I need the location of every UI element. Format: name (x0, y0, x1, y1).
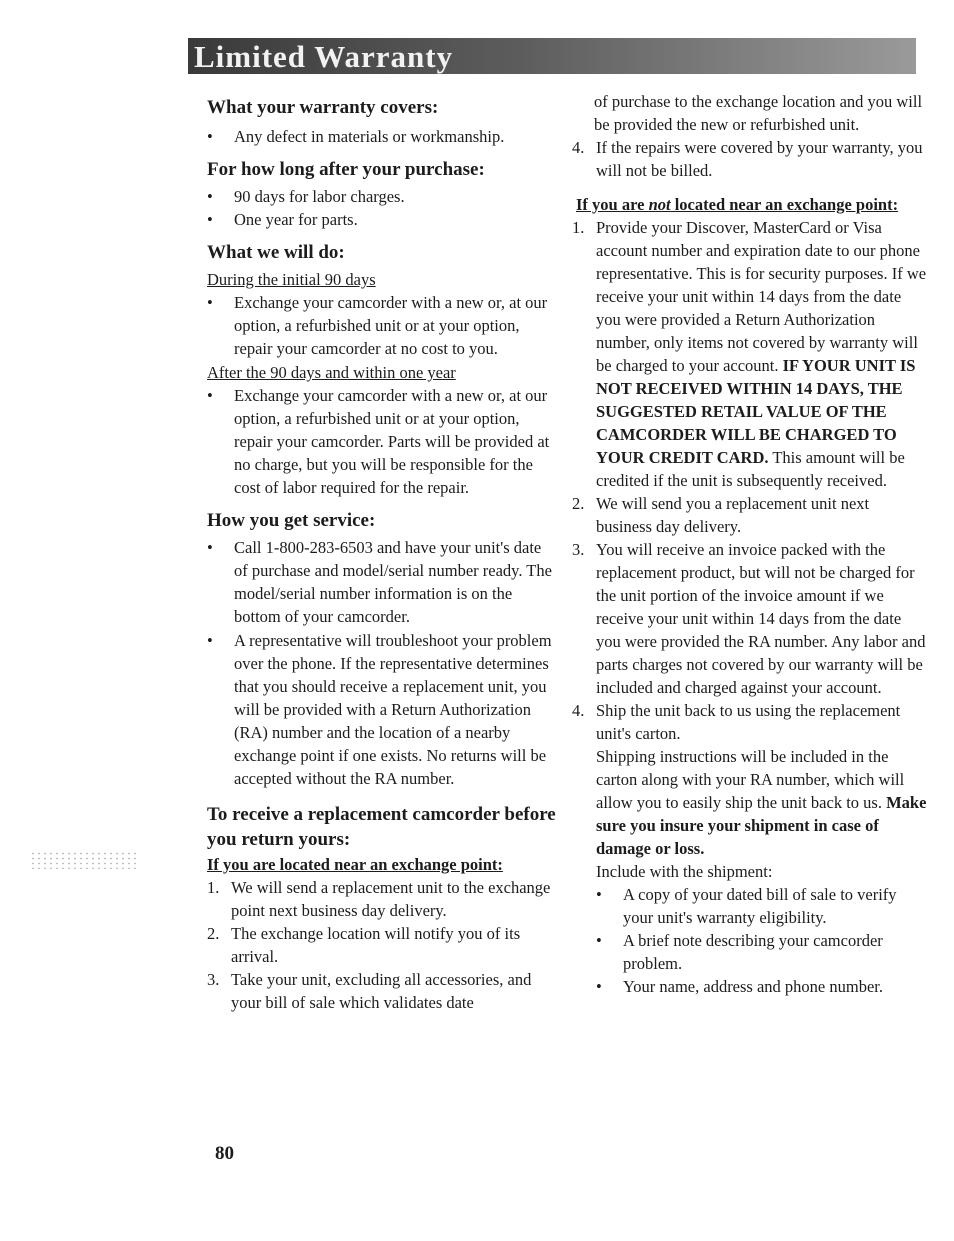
right-column (572, 90, 927, 998)
howlong-heading: For how long after your purchase: (207, 159, 485, 180)
step-text: Provide your Discover, MasterCard or Visa account number and expiration date to our phone representative. This is for security purposes. If we receive your unit within 14 days from the date you were provided a Return Authorization number, only items not covered by warranty will be charged to your account. (596, 218, 927, 375)
step-text: We will send a replacement unit to the exchange point next business day delivery. (231, 878, 551, 920)
step-number: 3. (572, 540, 585, 559)
step-number: 4. (572, 138, 585, 157)
step-text: We will send you a replacement unit next business day delivery. (596, 494, 870, 536)
list-item: • Any defect in materials or workmanship. (207, 125, 557, 148)
scan-speckle (30, 851, 138, 869)
list-item: • Exchange your camcorder with a new or, at our option, a refurbished unit or at your option, repair your camcorder at no cost to you. (207, 291, 557, 360)
step-number: 2. (207, 924, 220, 943)
list-item (572, 216, 927, 492)
list-item: • One year for parts. (207, 208, 557, 231)
initial-period-label: During the initial 90 days (207, 270, 376, 289)
howlong-list (207, 185, 557, 231)
credit-card-warning: IF YOUR UNIT IS NOT RECEIVED WITHIN 14 DAYS, THE SUGGESTED RETAIL VALUE OF THE CAMCORDER WILL BE CHARGED TO YOUR CREDIT CARD. (596, 356, 916, 467)
list-item (207, 968, 557, 1014)
step-text: This amount will be credited if the unit is subsequently received. (596, 448, 905, 490)
covers-list (207, 125, 557, 148)
list-item: • Exchange your camcorder with a new or, at our option, a refurbished unit or at your option, repair your camcorder. Parts will be provided at no charge, but you will be responsible for the cost of labor required for the repair. (207, 384, 557, 499)
label-emphasis: not (648, 195, 671, 214)
list-item: • A brief note describing your camcorder problem. (596, 929, 927, 975)
step-text: You will receive an invoice packed with the replacement product, but will not be charged for the unit portion of the invoice amount if we receive your unit within 14 days from the date you were provided the RA number. Any labor and parts charges not covered by our warranty will be included and charged against your account. (596, 540, 926, 697)
not-near-steps-list (572, 216, 927, 998)
covers-heading: What your warranty covers: (207, 97, 439, 118)
near-steps-list (207, 876, 557, 1014)
list-item: • Your name, address and phone number. (596, 975, 927, 998)
left-column (207, 96, 557, 1014)
step-text: Shipping instructions will be included in the carton along with your RA number, which will allow you to easily ship the unit back to us. (596, 747, 905, 812)
label-part: If you are (576, 195, 649, 214)
insure-warning: Make sure you insure your shipment in case of damage or loss. (596, 793, 927, 858)
list-item: • A copy of your dated bill of sale to verify your unit's warranty eligibility. (596, 883, 927, 929)
step-number: 1. (207, 878, 220, 897)
step-number: 4. (572, 701, 585, 720)
list-item (572, 136, 927, 182)
list-item (572, 699, 927, 998)
replacement-heading: To receive a replacement camcorder before you return yours: (207, 804, 556, 850)
step-number: 2. (572, 494, 585, 513)
service-heading: How you get service: (207, 510, 376, 531)
list-item (572, 538, 927, 699)
not-near-exchange-label (572, 193, 927, 216)
list-item: • Call 1-800-283-6503 and have your unit's date of purchase and model/serial number ready. The model/serial number information is on the bottom of your camcorder. (207, 536, 557, 628)
near-exchange-label: If you are located near an exchange point: (207, 855, 503, 874)
step-text: Take your unit, excluding all accessories, and your bill of sale which validates date (231, 970, 532, 1012)
list-item (207, 922, 557, 968)
shipment-list (596, 883, 927, 998)
step-number: 1. (572, 218, 585, 237)
initial-list (207, 291, 557, 360)
after-period-label: After the 90 days and within one year (207, 363, 456, 382)
step-text: The exchange location will notify you of its arrival. (231, 924, 521, 966)
banner-title: Limited Warranty (194, 39, 454, 74)
list-item (572, 492, 927, 538)
after-list (207, 384, 557, 499)
list-item: • 90 days for labor charges. (207, 185, 557, 208)
page-number: 80 (215, 1143, 234, 1164)
willdo-heading: What we will do: (207, 242, 345, 263)
service-list (207, 536, 557, 790)
section-banner (188, 38, 916, 74)
list-item: • A representative will troubleshoot your problem over the phone. If the representative determines that you should receive a replacement unit, you will be provided with a Return Authorization (RA) number and the location of a nearby exchange point if one exists. No returns will be accepted without the RA number. (207, 629, 557, 790)
label-part: located near an exchange point: (670, 195, 899, 214)
list-item (207, 876, 557, 922)
near-steps-continued (572, 136, 927, 182)
continued-text: of purchase to the exchange location and you will be provided the new or refurbished unit. (594, 92, 923, 134)
step-number: 3. (207, 970, 220, 989)
step-text: If the repairs were covered by your warranty, you will not be billed. (596, 138, 923, 180)
step-text: Include with the shipment: (596, 862, 773, 881)
step-text: Ship the unit back to us using the replacement unit's carton. (596, 701, 901, 743)
